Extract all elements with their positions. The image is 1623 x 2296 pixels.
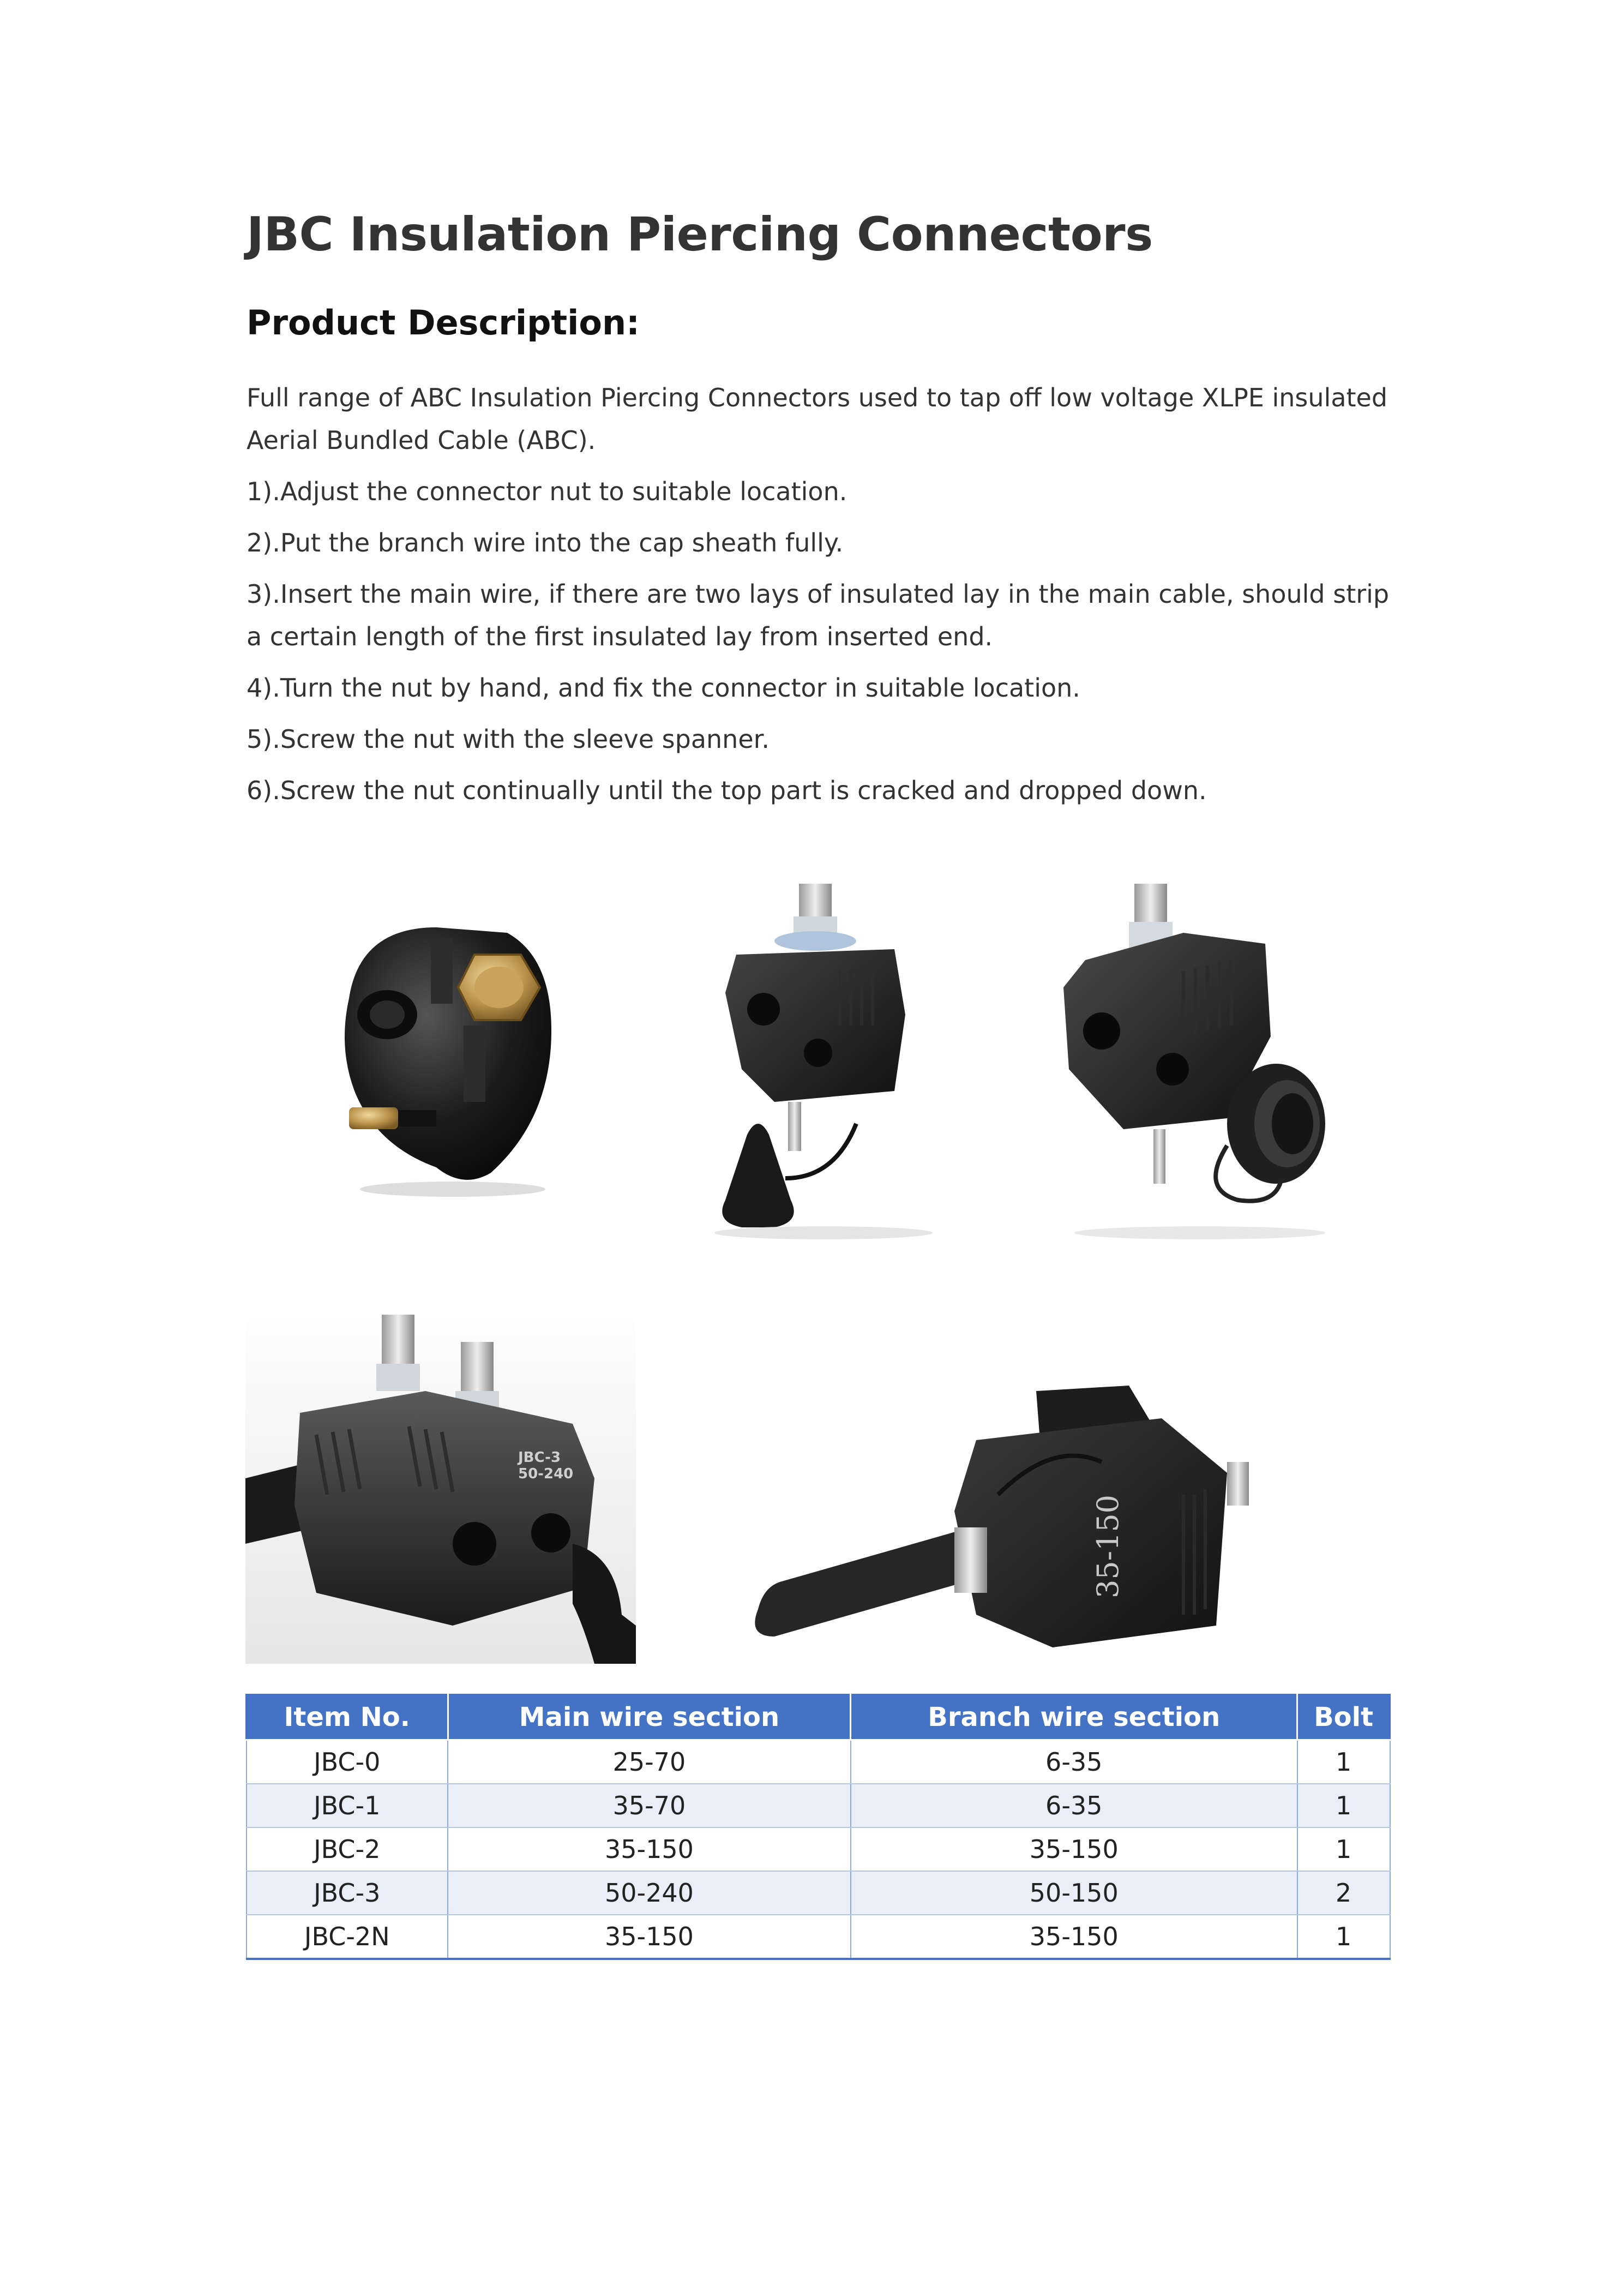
product-image-jbc2n: [747, 1375, 1260, 1669]
cell-item: JBC-2: [247, 1827, 448, 1871]
cell-main: 35-150: [448, 1827, 851, 1871]
intro-paragraph: Full range of ABC Insulation Piercing Connectors used to tap off low voltage XLPE insulated Aerial Bundled Cable (ABC).: [247, 383, 1388, 455]
product-image-jbc0: [327, 895, 578, 1200]
cell-item: JBC-2N: [247, 1915, 448, 1959]
header-item-no: Item No.: [247, 1695, 448, 1740]
cell-bolt: 1: [1297, 1784, 1390, 1827]
cell-branch: 35-150: [851, 1915, 1297, 1959]
cell-branch: 6-35: [851, 1740, 1297, 1784]
table-row: [247, 1915, 1390, 1959]
jbc3-range-label: 50-240: [518, 1466, 574, 1482]
cell-bolt: 1: [1297, 1915, 1390, 1959]
product-image-jbc1: [693, 873, 954, 1244]
cell-main: 35-70: [448, 1784, 851, 1827]
header-bolt: Bolt: [1297, 1695, 1390, 1740]
cell-branch: 35-150: [851, 1827, 1297, 1871]
step-item: 3).Insert the main wire, if there are two lays of insulated lay in the main cable, should strip a certain length of the first insulated lay from inserted end.: [247, 579, 1390, 651]
step-item: 1).Adjust the connector nut to suitable location.: [247, 477, 847, 506]
table-row: [247, 1784, 1390, 1827]
header-branch-wire: Branch wire section: [851, 1695, 1297, 1740]
cell-bolt: 1: [1297, 1827, 1390, 1871]
cell-branch: 50-150: [851, 1871, 1297, 1915]
product-description: [247, 376, 1392, 820]
jbc2n-range-label: 35-150: [1091, 1494, 1125, 1598]
step-item: 4).Turn the nut by hand, and fix the connector in suitable location.: [247, 673, 1080, 703]
cell-item: JBC-0: [247, 1740, 448, 1784]
table-row: [247, 1871, 1390, 1915]
cell-main: 35-150: [448, 1915, 851, 1959]
product-image-jbc2: [1047, 873, 1352, 1244]
cell-bolt: 2: [1297, 1871, 1390, 1915]
product-image-jbc3: [245, 1298, 636, 1664]
spec-table: [245, 1694, 1391, 1960]
step-item: 5).Screw the nut with the sleeve spanner.: [247, 724, 770, 754]
header-main-wire: Main wire section: [448, 1695, 851, 1740]
cell-main: 50-240: [448, 1871, 851, 1915]
table-row: [247, 1740, 1390, 1784]
cell-item: JBC-3: [247, 1871, 448, 1915]
cell-bolt: 1: [1297, 1740, 1390, 1784]
section-heading: Product Description:: [247, 303, 640, 343]
step-item: 2).Put the branch wire into the cap sheath fully.: [247, 528, 844, 557]
table-header-row: [247, 1695, 1390, 1740]
cell-item: JBC-1: [247, 1784, 448, 1827]
page-title: JBC Insulation Piercing Connectors: [247, 207, 1153, 262]
table-row: [247, 1827, 1390, 1871]
cell-branch: 6-35: [851, 1784, 1297, 1827]
step-item: 6).Screw the nut continually until the top part is cracked and dropped down.: [247, 776, 1207, 805]
jbc3-model-label: JBC-3: [518, 1449, 561, 1466]
cell-main: 25-70: [448, 1740, 851, 1784]
